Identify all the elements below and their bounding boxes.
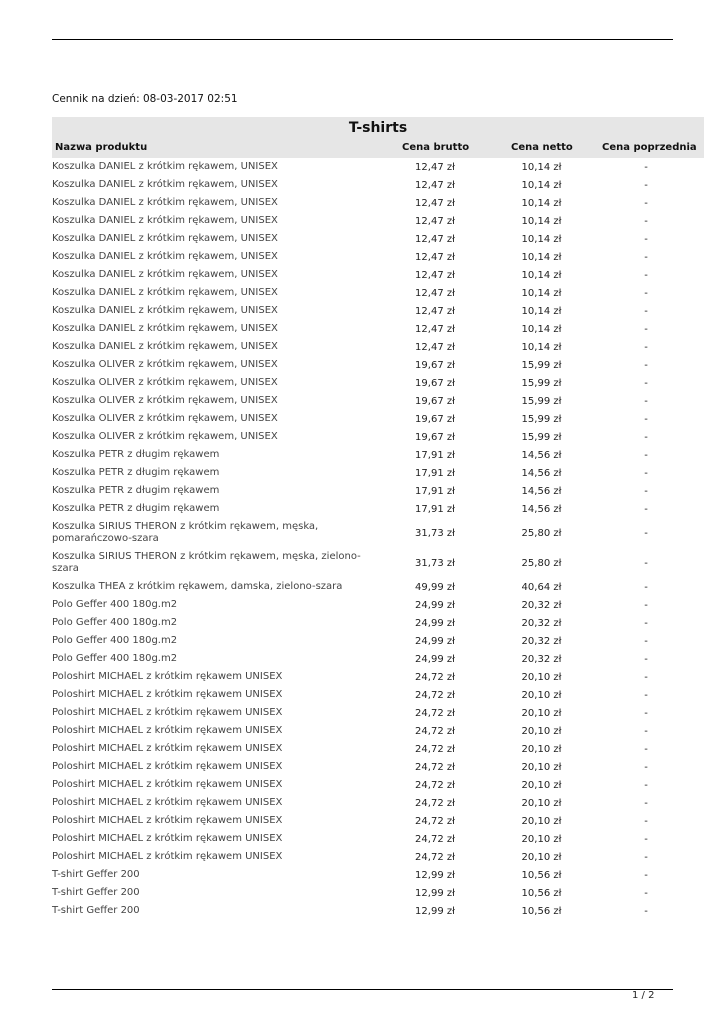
gross-price-cell: 12,99 zł bbox=[415, 869, 455, 881]
table-row bbox=[52, 230, 704, 248]
table-row bbox=[52, 356, 704, 374]
product-name-cell: Koszulka DANIEL z krótkim rękawem, UNISEX bbox=[52, 305, 278, 316]
product-name-cell: Koszulka PETR z długim rękawem bbox=[52, 503, 220, 514]
net-price-cell: 14,56 zł bbox=[521, 467, 562, 479]
product-name-cell: Koszulka PETR z długim rękawem bbox=[52, 467, 220, 478]
gross-price-cell: 12,99 zł bbox=[415, 887, 455, 899]
previous-price-cell: - bbox=[644, 689, 648, 701]
previous-price-cell: - bbox=[644, 377, 648, 389]
net-price-cell: 15,99 zł bbox=[521, 413, 562, 425]
table-row bbox=[52, 812, 704, 830]
gross-price-cell: 31,73 zł bbox=[415, 557, 455, 569]
product-name-cell: T-shirt Geffer 200 bbox=[52, 869, 140, 880]
net-price-cell: 10,14 zł bbox=[521, 287, 562, 299]
table-row bbox=[52, 578, 704, 596]
price-table-section bbox=[52, 117, 704, 920]
net-price-cell: 20,10 zł bbox=[521, 815, 562, 827]
column-headers bbox=[52, 142, 704, 157]
product-name-cell: Koszulka DANIEL z krótkim rękawem, UNISEX bbox=[52, 233, 278, 244]
gross-price-cell: 24,72 zł bbox=[415, 779, 455, 791]
product-name-cell: Koszulka DANIEL z krótkim rękawem, UNISEX bbox=[52, 269, 278, 280]
table-row bbox=[52, 632, 704, 650]
net-price-cell: 20,32 zł bbox=[521, 653, 562, 665]
product-name-cell: Koszulka PETR z długim rękawem bbox=[52, 449, 220, 460]
table-row bbox=[52, 704, 704, 722]
previous-price-cell: - bbox=[644, 179, 648, 191]
net-price-cell: 25,80 zł bbox=[521, 527, 562, 539]
product-name-cell: Polo Geffer 400 180g.m2 bbox=[52, 635, 178, 646]
net-price-cell: 14,56 zł bbox=[521, 503, 562, 515]
previous-price-cell: - bbox=[644, 197, 648, 209]
gross-price-cell: 24,99 zł bbox=[415, 635, 455, 647]
product-name-cell: Koszulka DANIEL z krótkim rękawem, UNISEX bbox=[52, 251, 278, 262]
net-price-cell: 10,14 zł bbox=[521, 215, 562, 227]
product-name-cell: Koszulka DANIEL z krótkim rękawem, UNISEX bbox=[52, 287, 278, 298]
product-name-cell: Koszulka DANIEL z krótkim rękawem, UNISEX bbox=[52, 179, 278, 190]
table-row bbox=[52, 686, 704, 704]
net-price-cell: 10,56 zł bbox=[521, 905, 562, 917]
gross-price-cell: 12,47 zł bbox=[415, 323, 455, 335]
previous-price-cell: - bbox=[644, 233, 648, 245]
net-price-cell: 10,14 zł bbox=[521, 305, 562, 317]
product-name-cell: Poloshirt MICHAEL z krótkim rękawem UNISEX bbox=[52, 707, 283, 718]
previous-price-cell: - bbox=[644, 743, 648, 755]
table-row bbox=[52, 374, 704, 392]
table-row bbox=[52, 758, 704, 776]
table-row bbox=[52, 464, 704, 482]
gross-price-cell: 12,47 zł bbox=[415, 233, 455, 245]
previous-price-cell: - bbox=[644, 359, 648, 371]
gross-price-cell: 49,99 zł bbox=[415, 581, 455, 593]
previous-price-cell: - bbox=[644, 725, 648, 737]
table-row bbox=[52, 212, 704, 230]
gross-price-cell: 19,67 zł bbox=[415, 377, 455, 389]
gross-price-cell: 24,99 zł bbox=[415, 653, 455, 665]
previous-price-cell: - bbox=[644, 485, 648, 497]
previous-price-cell: - bbox=[644, 449, 648, 461]
gross-price-cell: 12,47 zł bbox=[415, 215, 455, 227]
gross-price-cell: 24,72 zł bbox=[415, 761, 455, 773]
product-name-cell: Koszulka OLIVER z krótkim rękawem, UNISEX bbox=[52, 359, 278, 370]
product-name-cell: T-shirt Geffer 200 bbox=[52, 887, 140, 898]
previous-price-cell: - bbox=[644, 851, 648, 863]
product-name-cell: Koszulka DANIEL z krótkim rękawem, UNISEX bbox=[52, 323, 278, 334]
product-name-cell: Poloshirt MICHAEL z krótkim rękawem UNISEX bbox=[52, 671, 283, 682]
table-row bbox=[52, 848, 704, 866]
gross-price-cell: 19,67 zł bbox=[415, 413, 455, 425]
table-row bbox=[52, 884, 704, 902]
table-row bbox=[52, 410, 704, 428]
table-row bbox=[52, 338, 704, 356]
previous-price-cell: - bbox=[644, 305, 648, 317]
net-price-cell: 20,10 zł bbox=[521, 779, 562, 791]
table-row bbox=[52, 518, 704, 548]
previous-price-cell: - bbox=[644, 341, 648, 353]
net-price-cell: 20,32 zł bbox=[521, 599, 562, 611]
previous-price-cell: - bbox=[644, 557, 648, 569]
table-row bbox=[52, 740, 704, 758]
net-price-cell: 10,14 zł bbox=[521, 179, 562, 191]
gross-price-cell: 24,99 zł bbox=[415, 599, 455, 611]
net-price-cell: 20,10 zł bbox=[521, 851, 562, 863]
previous-price-cell: - bbox=[644, 287, 648, 299]
net-price-cell: 15,99 zł bbox=[521, 377, 562, 389]
gross-price-cell: 12,47 zł bbox=[415, 305, 455, 317]
net-price-cell: 10,14 zł bbox=[521, 197, 562, 209]
table-row bbox=[52, 392, 704, 410]
net-price-cell: 20,32 zł bbox=[521, 635, 562, 647]
previous-price-cell: - bbox=[644, 323, 648, 335]
gross-price-cell: 12,47 zł bbox=[415, 269, 455, 281]
gross-price-cell: 17,91 zł bbox=[415, 449, 455, 461]
gross-price-cell: 24,99 zł bbox=[415, 617, 455, 629]
net-price-cell: 10,14 zł bbox=[521, 269, 562, 281]
net-price-cell: 10,56 zł bbox=[521, 869, 562, 881]
previous-price-cell: - bbox=[644, 503, 648, 515]
table-row bbox=[52, 500, 704, 518]
previous-price-cell: - bbox=[644, 905, 648, 917]
gross-price-cell: 24,72 zł bbox=[415, 725, 455, 737]
net-price-cell: 25,80 zł bbox=[521, 557, 562, 569]
net-price-cell: 20,10 zł bbox=[521, 797, 562, 809]
table-row bbox=[52, 866, 704, 884]
table-header bbox=[52, 117, 704, 158]
previous-price-cell: - bbox=[644, 527, 648, 539]
price-table bbox=[52, 158, 704, 920]
product-name-cell: Polo Geffer 400 180g.m2 bbox=[52, 653, 178, 664]
previous-price-cell: - bbox=[644, 779, 648, 791]
column-header-gross: Cena brutto bbox=[402, 142, 470, 153]
gross-price-cell: 24,72 zł bbox=[415, 689, 455, 701]
product-name-cell: Poloshirt MICHAEL z krótkim rękawem UNISEX bbox=[52, 689, 283, 700]
net-price-cell: 10,14 zł bbox=[521, 233, 562, 245]
column-header-net: Cena netto bbox=[511, 142, 573, 153]
gross-price-cell: 12,47 zł bbox=[415, 179, 455, 191]
net-price-cell: 10,14 zł bbox=[521, 323, 562, 335]
product-name-cell: Koszulka DANIEL z krótkim rękawem, UNISEX bbox=[52, 197, 278, 208]
table-row bbox=[52, 830, 704, 848]
column-header-name: Nazwa produktu bbox=[55, 142, 148, 153]
product-name-cell: Koszulka OLIVER z krótkim rękawem, UNISEX bbox=[52, 431, 278, 442]
previous-price-cell: - bbox=[644, 869, 648, 881]
table-row bbox=[52, 176, 704, 194]
table-row bbox=[52, 320, 704, 338]
gross-price-cell: 12,99 zł bbox=[415, 905, 455, 917]
net-price-cell: 40,64 zł bbox=[521, 581, 562, 593]
table-row bbox=[52, 158, 704, 176]
previous-price-cell: - bbox=[644, 581, 648, 593]
table-row bbox=[52, 794, 704, 812]
previous-price-cell: - bbox=[644, 599, 648, 611]
net-price-cell: 10,14 zł bbox=[521, 251, 562, 263]
product-name-cell: Poloshirt MICHAEL z krótkim rękawem UNISEX bbox=[52, 851, 283, 862]
net-price-cell: 15,99 zł bbox=[521, 395, 562, 407]
gross-price-cell: 24,72 zł bbox=[415, 815, 455, 827]
previous-price-cell: - bbox=[644, 635, 648, 647]
product-name-cell: Koszulka DANIEL z krótkim rękawem, UNISEX bbox=[52, 215, 278, 226]
net-price-cell: 20,10 zł bbox=[521, 761, 562, 773]
table-row bbox=[52, 482, 704, 500]
table-row bbox=[52, 650, 704, 668]
previous-price-cell: - bbox=[644, 707, 648, 719]
product-name-cell: Polo Geffer 400 180g.m2 bbox=[52, 617, 178, 628]
gross-price-cell: 19,67 zł bbox=[415, 431, 455, 443]
previous-price-cell: - bbox=[644, 797, 648, 809]
net-price-cell: 20,32 zł bbox=[521, 617, 562, 629]
gross-price-cell: 24,72 zł bbox=[415, 707, 455, 719]
gross-price-cell: 17,91 zł bbox=[415, 485, 455, 497]
product-name-cell: Koszulka THEA z krótkim rękawem, damska, zielono-szara bbox=[52, 581, 343, 592]
product-name-cell: Poloshirt MICHAEL z krótkim rękawem UNISEX bbox=[52, 779, 283, 790]
net-price-cell: 10,14 zł bbox=[521, 161, 562, 173]
net-price-cell: 10,56 zł bbox=[521, 887, 562, 899]
table-row bbox=[52, 446, 704, 464]
table-row bbox=[52, 614, 704, 632]
gross-price-cell: 12,47 zł bbox=[415, 287, 455, 299]
net-price-cell: 20,10 zł bbox=[521, 725, 562, 737]
product-name-cell: Poloshirt MICHAEL z krótkim rękawem UNISEX bbox=[52, 797, 283, 808]
gross-price-cell: 17,91 zł bbox=[415, 503, 455, 515]
net-price-cell: 15,99 zł bbox=[521, 431, 562, 443]
product-name-cell: Koszulka OLIVER z krótkim rękawem, UNISEX bbox=[52, 395, 278, 406]
table-row bbox=[52, 428, 704, 446]
table-row bbox=[52, 776, 704, 794]
product-name-cell: Polo Geffer 400 180g.m2 bbox=[52, 599, 178, 610]
table-row bbox=[52, 266, 704, 284]
gross-price-cell: 12,47 zł bbox=[415, 341, 455, 353]
page-number: 1 / 2 bbox=[632, 990, 655, 1001]
product-name-cell: Poloshirt MICHAEL z krótkim rękawem UNISEX bbox=[52, 743, 283, 754]
previous-price-cell: - bbox=[644, 617, 648, 629]
table-row bbox=[52, 284, 704, 302]
product-name-cell: Poloshirt MICHAEL z krótkim rękawem UNISEX bbox=[52, 833, 283, 844]
gross-price-cell: 19,67 zł bbox=[415, 359, 455, 371]
price-list-date: Cennik na dzień: 08-03-2017 02:51 bbox=[52, 93, 238, 105]
previous-price-cell: - bbox=[644, 431, 648, 443]
product-name-cell: Koszulka DANIEL z krótkim rękawem, UNISEX bbox=[52, 161, 278, 172]
previous-price-cell: - bbox=[644, 887, 648, 899]
product-name-cell: Koszulka SIRIUS THERON z krótkim rękawem, męska, pomarańczowo-szara bbox=[52, 521, 319, 544]
net-price-cell: 20,10 zł bbox=[521, 743, 562, 755]
product-name-cell: Poloshirt MICHAEL z krótkim rękawem UNISEX bbox=[52, 725, 283, 736]
previous-price-cell: - bbox=[644, 653, 648, 665]
net-price-cell: 20,10 zł bbox=[521, 689, 562, 701]
top-divider bbox=[52, 39, 673, 40]
product-name-cell: Koszulka DANIEL z krótkim rękawem, UNISEX bbox=[52, 341, 278, 352]
table-row bbox=[52, 548, 704, 578]
previous-price-cell: - bbox=[644, 251, 648, 263]
gross-price-cell: 24,72 zł bbox=[415, 671, 455, 683]
table-row bbox=[52, 596, 704, 614]
previous-price-cell: - bbox=[644, 671, 648, 683]
previous-price-cell: - bbox=[644, 269, 648, 281]
table-row bbox=[52, 668, 704, 686]
table-row bbox=[52, 302, 704, 320]
section-title: T-shirts bbox=[348, 120, 408, 136]
product-name-cell: Koszulka OLIVER z krótkim rękawem, UNISEX bbox=[52, 377, 278, 388]
previous-price-cell: - bbox=[644, 215, 648, 227]
bottom-divider bbox=[52, 989, 673, 990]
gross-price-cell: 12,47 zł bbox=[415, 251, 455, 263]
net-price-cell: 20,10 zł bbox=[521, 671, 562, 683]
net-price-cell: 14,56 zł bbox=[521, 449, 562, 461]
net-price-cell: 10,14 zł bbox=[521, 341, 562, 353]
gross-price-cell: 17,91 zł bbox=[415, 467, 455, 479]
net-price-cell: 15,99 zł bbox=[521, 359, 562, 371]
gross-price-cell: 24,72 zł bbox=[415, 797, 455, 809]
previous-price-cell: - bbox=[644, 413, 648, 425]
table-row bbox=[52, 722, 704, 740]
gross-price-cell: 24,72 zł bbox=[415, 833, 455, 845]
previous-price-cell: - bbox=[644, 761, 648, 773]
previous-price-cell: - bbox=[644, 161, 648, 173]
table-row bbox=[52, 902, 704, 920]
table-row bbox=[52, 194, 704, 212]
previous-price-cell: - bbox=[644, 467, 648, 479]
product-name-cell: Koszulka PETR z długim rękawem bbox=[52, 485, 220, 496]
previous-price-cell: - bbox=[644, 395, 648, 407]
gross-price-cell: 12,47 zł bbox=[415, 161, 455, 173]
net-price-cell: 14,56 zł bbox=[521, 485, 562, 497]
product-name-cell: Poloshirt MICHAEL z krótkim rękawem UNISEX bbox=[52, 761, 283, 772]
product-name-cell: T-shirt Geffer 200 bbox=[52, 905, 140, 916]
product-name-cell: Poloshirt MICHAEL z krótkim rękawem UNISEX bbox=[52, 815, 283, 826]
price-table-body bbox=[52, 158, 704, 920]
gross-price-cell: 31,73 zł bbox=[415, 527, 455, 539]
gross-price-cell: 19,67 zł bbox=[415, 395, 455, 407]
column-header-previous: Cena poprzednia bbox=[602, 142, 697, 153]
previous-price-cell: - bbox=[644, 815, 648, 827]
gross-price-cell: 24,72 zł bbox=[415, 851, 455, 863]
product-name-cell: Koszulka OLIVER z krótkim rękawem, UNISEX bbox=[52, 413, 278, 424]
table-row bbox=[52, 248, 704, 266]
product-name-cell: Koszulka SIRIUS THERON z krótkim rękawem, męska, zielono-szara bbox=[52, 551, 361, 574]
gross-price-cell: 24,72 zł bbox=[415, 743, 455, 755]
net-price-cell: 20,10 zł bbox=[521, 707, 562, 719]
gross-price-cell: 12,47 zł bbox=[415, 197, 455, 209]
previous-price-cell: - bbox=[644, 833, 648, 845]
net-price-cell: 20,10 zł bbox=[521, 833, 562, 845]
